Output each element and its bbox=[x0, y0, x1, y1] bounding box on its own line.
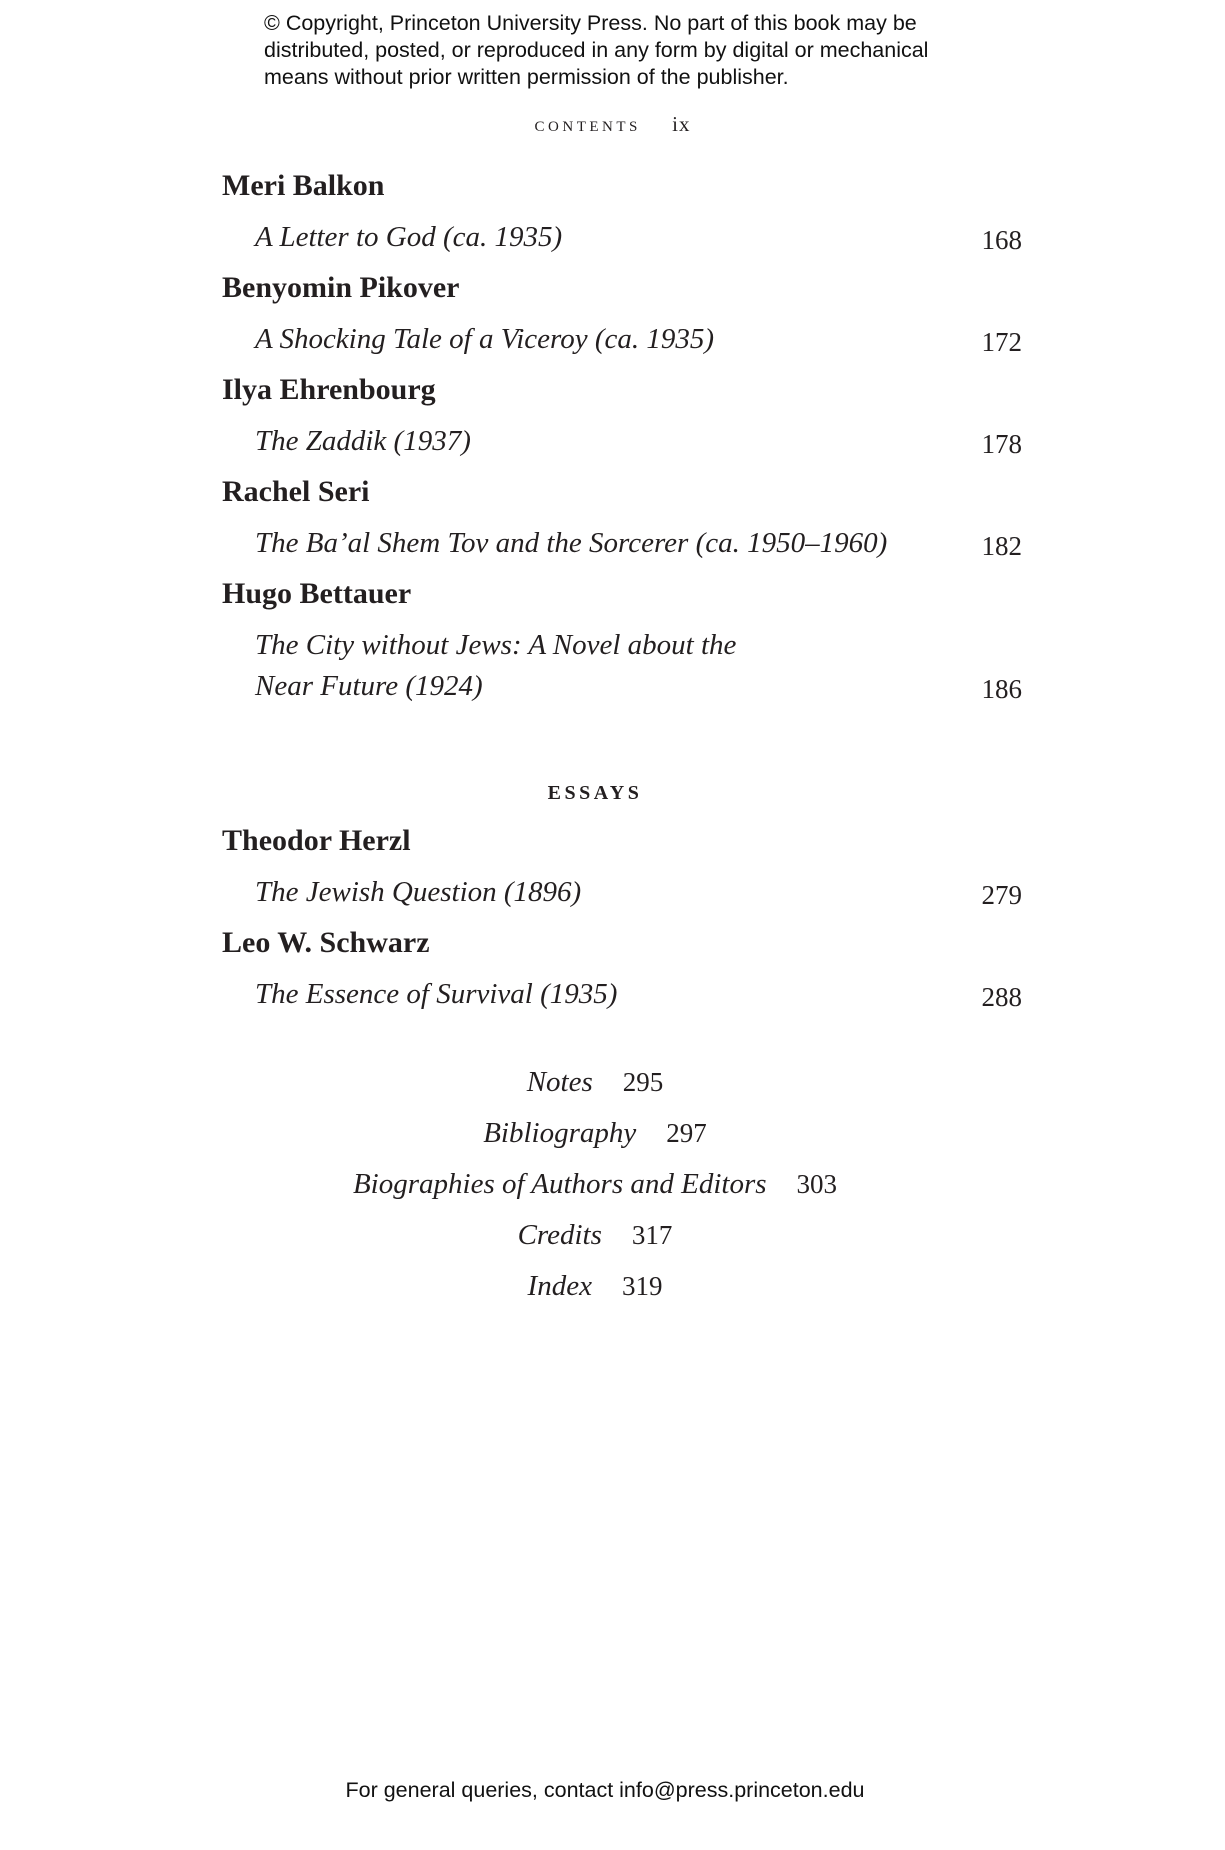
backmatter-entry bbox=[0, 1066, 1190, 1099]
toc-work-title: A Letter to God (ca. 1935) bbox=[255, 221, 563, 253]
backmatter-label: Biographies of Authors and Editors bbox=[352, 1168, 767, 1200]
toc-page-number: 279 bbox=[981, 880, 1022, 910]
backmatter-page-number: 297 bbox=[666, 1118, 707, 1148]
toc-author: Hugo Bettauer bbox=[222, 577, 412, 610]
toc-work-title: The Jewish Question (1896) bbox=[255, 876, 582, 908]
backmatter-page-number: 295 bbox=[622, 1067, 664, 1097]
toc-work-title: The Ba’al Shem Tov and the Sorcerer (ca. 1950–1960) bbox=[255, 527, 888, 559]
backmatter-label: Notes bbox=[526, 1066, 593, 1098]
toc-work-title: The Zaddik (1937) bbox=[255, 425, 471, 457]
running-head-title: CONTENTS bbox=[534, 119, 641, 135]
toc-author: Ilya Ehrenbourg bbox=[222, 373, 436, 406]
backmatter-label: Credits bbox=[517, 1219, 602, 1251]
toc-page-number: 182 bbox=[981, 531, 1022, 561]
toc-page-number: 172 bbox=[981, 327, 1022, 357]
backmatter-page-number: 303 bbox=[796, 1169, 838, 1199]
toc-page-number: 186 bbox=[981, 674, 1022, 704]
backmatter-label: Index bbox=[527, 1270, 592, 1302]
toc-work-title: A Shocking Tale of a Viceroy (ca. 1935) bbox=[255, 323, 715, 355]
backmatter-entry bbox=[0, 1270, 1190, 1303]
toc-work-title-line-1: The City without Jews: A Novel about the bbox=[255, 629, 737, 661]
backmatter-entry bbox=[0, 1168, 1190, 1201]
backmatter-page-number: 317 bbox=[631, 1220, 673, 1250]
toc-page-number: 178 bbox=[981, 429, 1022, 459]
footer-contact: For general queries, contact info@press.princeton.edu bbox=[345, 1778, 865, 1802]
backmatter-entry bbox=[0, 1219, 1190, 1252]
toc-author: Theodor Herzl bbox=[222, 824, 411, 857]
toc-work-title-line-2: Near Future (1924) bbox=[255, 670, 483, 702]
toc-page-number: 288 bbox=[981, 982, 1022, 1012]
toc-author: Benyomin Pikover bbox=[222, 271, 460, 304]
toc-work-title: The Essence of Survival (1935) bbox=[255, 978, 618, 1010]
toc-page-number: 168 bbox=[981, 225, 1022, 255]
toc-author: Meri Balkon bbox=[222, 169, 385, 202]
backmatter-entry bbox=[0, 1117, 1190, 1150]
toc-author: Leo W. Schwarz bbox=[222, 926, 430, 959]
running-head bbox=[0, 112, 1225, 137]
copyright-notice: © Copyright, Princeton University Press. No part of this book may be distributed, posted, or reproduced in any form by digital or mechanical means without prior written permission of the publisher. bbox=[264, 11, 929, 89]
backmatter-page-number: 319 bbox=[621, 1271, 663, 1301]
toc-author: Rachel Seri bbox=[222, 475, 370, 508]
running-head-page-number: ix bbox=[672, 112, 691, 136]
backmatter-label: Bibliography bbox=[483, 1117, 637, 1149]
section-heading-essays: ESSAYS bbox=[547, 782, 643, 804]
